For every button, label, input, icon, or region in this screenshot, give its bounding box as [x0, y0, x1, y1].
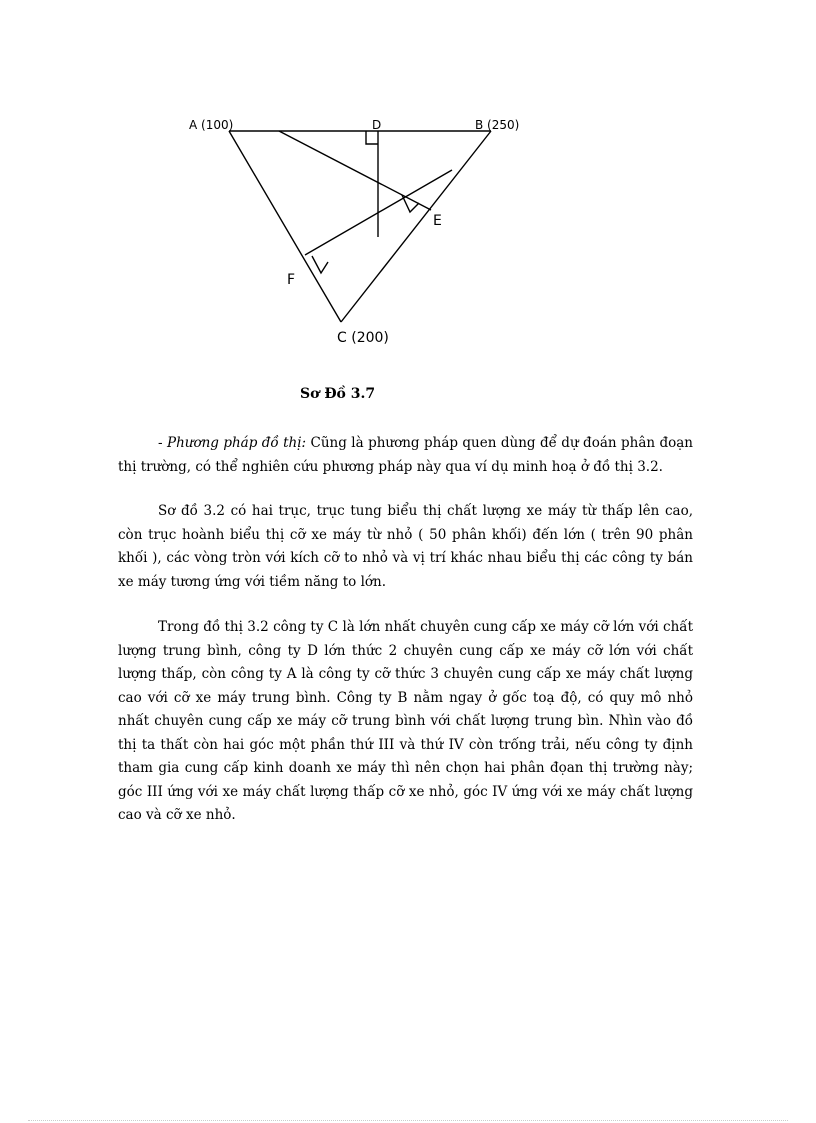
paragraph-body: Cũng là phương pháp quen dùng để dự đoán phân đoạn thị trường, có thể nghiên cứu phương pháp này qua ví dụ minh hoạ ở đồ thị 3.2. — [118, 435, 693, 475]
diagram-caption: Sơ Đồ 3.7 — [300, 386, 376, 402]
label-d: D — [372, 118, 382, 132]
line-to-e — [279, 131, 431, 210]
method-title: Phương pháp đồ thị: — [166, 435, 307, 451]
side-ac — [229, 131, 341, 322]
label-c: C (200) — [337, 330, 389, 346]
paragraph-axes: Sơ đồ 3.2 có hai trục, trục tung biểu thị chất lượng xe máy từ thấp lên cao, còn trục hoành biểu thị cỡ xe máy từ nhỏ ( 50 phân khối) đến lớn ( trên 90 phân khối ), các vòng tròn với kích cỡ to nhỏ và vị trí khác nhau biểu thị các công ty bán xe máy tương ứng với tiềm năng to lớn. — [118, 503, 693, 590]
label-e: E — [433, 213, 442, 229]
side-bc — [341, 131, 491, 322]
paragraph-companies: Trong đồ thị 3.2 công ty C là lớn nhất chuyên cung cấp xe máy cỡ lớn với chất lượng trung bình, công ty D lớn thức 2 chuyên cung cấp xe máy cỡ lớn với chất lượng thấp, còn công ty A là công ty cỡ thức 3 chuyên cung cấp xe máy chất lượng cao với cỡ xe máy trung bình. Công ty B nằm ngay ở gốc toạ độ, có quy mô nhỏ nhất chuyên cung cấp xe máy cỡ trung bình với chất lượng trung bìn. Nhìn vào đồ thị ta thất còn hai góc một phần thứ III và thứ IV còn trống trải, nếu công ty định tham gia cung cấp kinh doanh xe máy thì nên chọn hai phân đọan thị trường này; góc III ứng với xe máy chất lượng thấp cỡ xe nhỏ, góc IV ứng với xe máy chất lượng cao và cỡ xe nhỏ. — [118, 619, 693, 823]
right-angle-d — [366, 131, 378, 144]
label-b: B (250) — [475, 118, 520, 132]
page-bottom-rule — [28, 1120, 788, 1121]
paragraph-prefix: - — [158, 435, 167, 451]
label-f: F — [287, 272, 296, 288]
triangle-diagram — [0, 0, 816, 380]
paragraph-graph-method — [118, 432, 693, 479]
right-angle-f — [312, 256, 328, 273]
label-a: A (100) — [189, 118, 234, 132]
